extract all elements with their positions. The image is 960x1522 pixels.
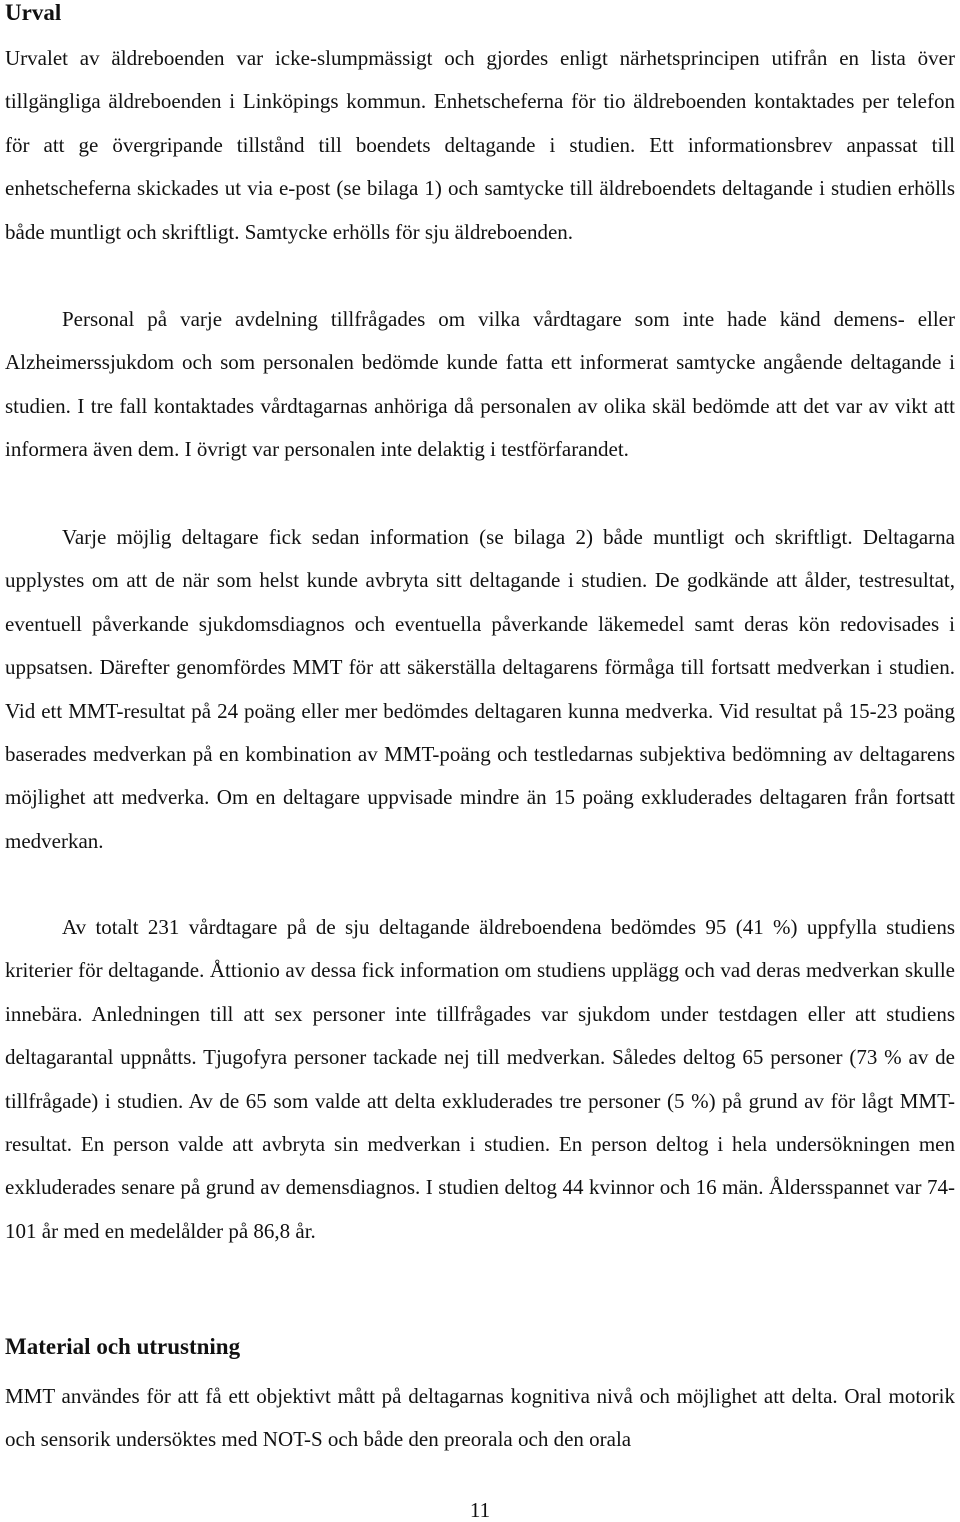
paragraph-urval-1: Urvalet av äldreboenden var icke-slumpmässigt och gjordes enligt närhetsprincipen utifrån en lista över tillgängliga äldreboenden i Linköpings kommun. Enhetscheferna för tio äldreboenden kontaktades per telefon för att ge övergripande tillstånd till boendets deltagande i studien. Ett informationsbrev anpassat till enhetscheferna skickades ut via e-post (se bilaga 1) och samtycke till äldreboendets deltagande i studien erhölls både muntligt och skriftligt. Samtycke erhölls för sju äldreboenden. bbox=[5, 46, 955, 244]
paragraph-urval-3: Varje möjlig deltagare fick sedan information (se bilaga 2) både muntligt och skriftligt. Deltagarna upplystes om att de när som helst kunde avbryta sitt deltagande i studien. De godkände att ålder, testresultat, eventuell påverkande sjukdomsdiagnos och eventuella påverkande läkemedel samt deras kön redovisades i uppsatsen. Därefter genomfördes MMT för att säkerställa deltagarens förmåga till fortsatt medverkan i studien. Vid ett MMT-resultat på 24 poäng eller mer bedömdes deltagaren kunna medverka. Vid resultat på 15-23 poäng baserades medverkan på en kombination av MMT-poäng och testledarnas subjektiva bedömning av deltagarens möjlighet att medverka. Om en deltagare uppvisade mindre än 15 poäng exkluderades deltagaren från fortsatt medverkan. bbox=[5, 525, 955, 853]
section-heading-material: Material och utrustning bbox=[5, 1334, 241, 1359]
paragraph-material-1: MMT användes för att få ett objektivt mått på deltagarnas kognitiva nivå och möjlighet att delta. Oral motorik och sensorik undersöktes med NOT-S och både den preorala och den orala bbox=[5, 1384, 955, 1452]
paragraph-urval-2: Personal på varje avdelning tillfrågades om vilka vårdtagare som inte hade känd demens- eller Alzheimerssjukdom och som personalen bedömde kunde fatta ett informerat samtycke angående deltagande i studien. I tre fall kontaktades vårdtagarnas anhöriga då personalen av olika skäl bedömde att det var av vikt att informera även dem. I övrigt var personalen inte delaktig i testförfarandet. bbox=[5, 307, 955, 462]
section-heading-urval: Urval bbox=[5, 0, 62, 25]
page-number: 11 bbox=[469, 1498, 491, 1522]
paragraph-urval-4: Av totalt 231 vårdtagare på de sju deltagande äldreboendena bedömdes 95 (41 %) uppfylla studiens kriterier för deltagande. Åttionio av dessa fick information om studiens upplägg och vad deras medverkan skulle innebära. Anledningen till att sex personer inte tillfrågades var sjukdom under testdagen eller att studiens deltagarantal uppnåtts. Tjugofyra personer tackade nej till medverkan. Således deltog 65 personer (73 % av de tillfrågade) i studien. Av de 65 som valde att delta exkluderades tre personer (5 %) på grund av för lågt MMT-resultat. En person valde att avbryta sin medverkan i studien. En person deltog i hela undersökningen men exkluderades senare på grund av demensdiagnos. I studien deltog 44 kvinnor och 16 män. Åldersspannet var 74-101 år med en medelålder på 86,8 år. bbox=[5, 915, 955, 1243]
